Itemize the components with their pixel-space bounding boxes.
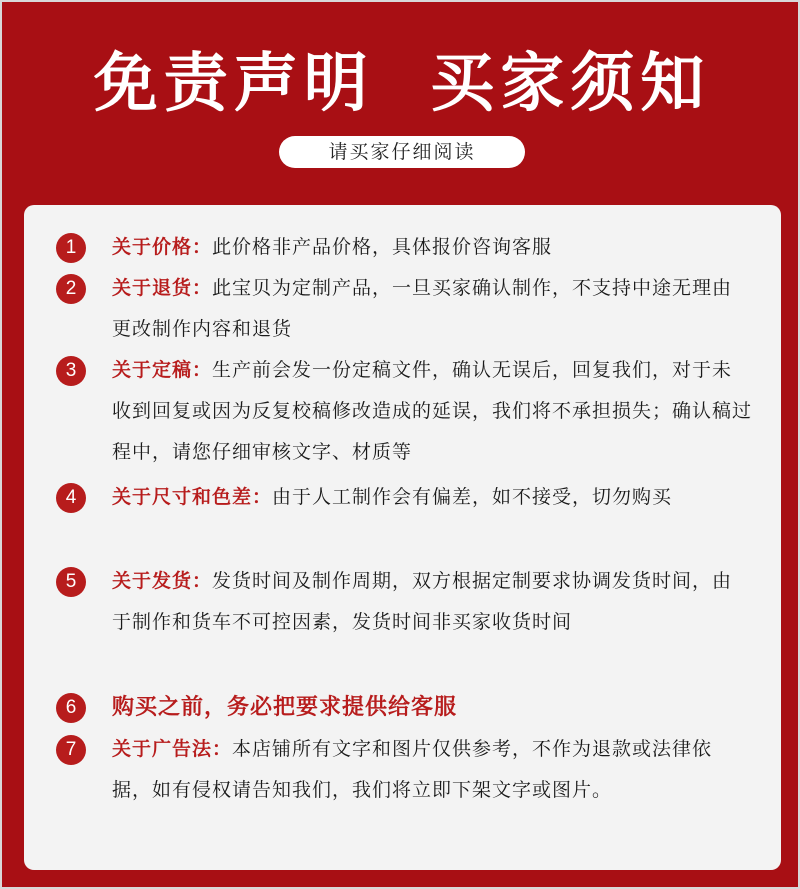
- page-title: 免责声明 买家须知: [93, 47, 711, 121]
- number-badge: 4: [56, 483, 86, 513]
- item-body: 生产前会发一份定稿文件，确认无误后，回复我们，对于未收到回复或因为反复校稿修改造成的延误，我们将不承担损失；确认稿过程中，请您仔细审核文字、材质等: [112, 359, 753, 463]
- item-text: [112, 227, 752, 268]
- item-text: [112, 561, 752, 643]
- number-badge: 5: [56, 567, 86, 597]
- number-badge: 1: [56, 233, 86, 263]
- number-badge: 6: [56, 693, 86, 723]
- item-body: 此宝贝为定制产品，一旦买家确认制作，不支持中途无理由更改制作内容和退货: [112, 277, 733, 340]
- item-label: 关于价格：: [112, 236, 213, 258]
- item-label: 关于退货：: [112, 277, 213, 299]
- item-text: [112, 268, 752, 350]
- item-text: [112, 687, 752, 728]
- item-text: [112, 477, 752, 518]
- notice-panel: [24, 205, 781, 870]
- item-body: 此价格非产品价格，具体报价咨询客服: [212, 236, 553, 258]
- item-body: 本店铺所有文字和图片仅供参考，不作为退款或法律依据，如有侵权请告知我们，我们将立即下架文字或图片。: [112, 738, 713, 801]
- number-badge: 3: [56, 356, 86, 386]
- item-body: 购买之前，务必把要求提供给客服: [112, 695, 458, 720]
- item-text: [112, 350, 752, 473]
- number-badge: 7: [56, 735, 86, 765]
- subtitle-pill: 请买家仔细阅读: [279, 136, 525, 168]
- item-body: 由于人工制作会有偏差，如不接受，切勿购买: [272, 486, 673, 508]
- number-badge: 2: [56, 274, 86, 304]
- item-label: 关于尺寸和色差：: [112, 486, 273, 508]
- item-label: 关于发货：: [112, 570, 213, 592]
- item-label: 关于广告法：: [112, 738, 233, 760]
- item-text: [112, 729, 752, 811]
- item-body: 发货时间及制作周期，双方根据定制要求协调发货时间，由于制作和货车不可控因素，发货时间非买家收货时间: [112, 570, 733, 633]
- item-label: 关于定稿：: [112, 359, 213, 381]
